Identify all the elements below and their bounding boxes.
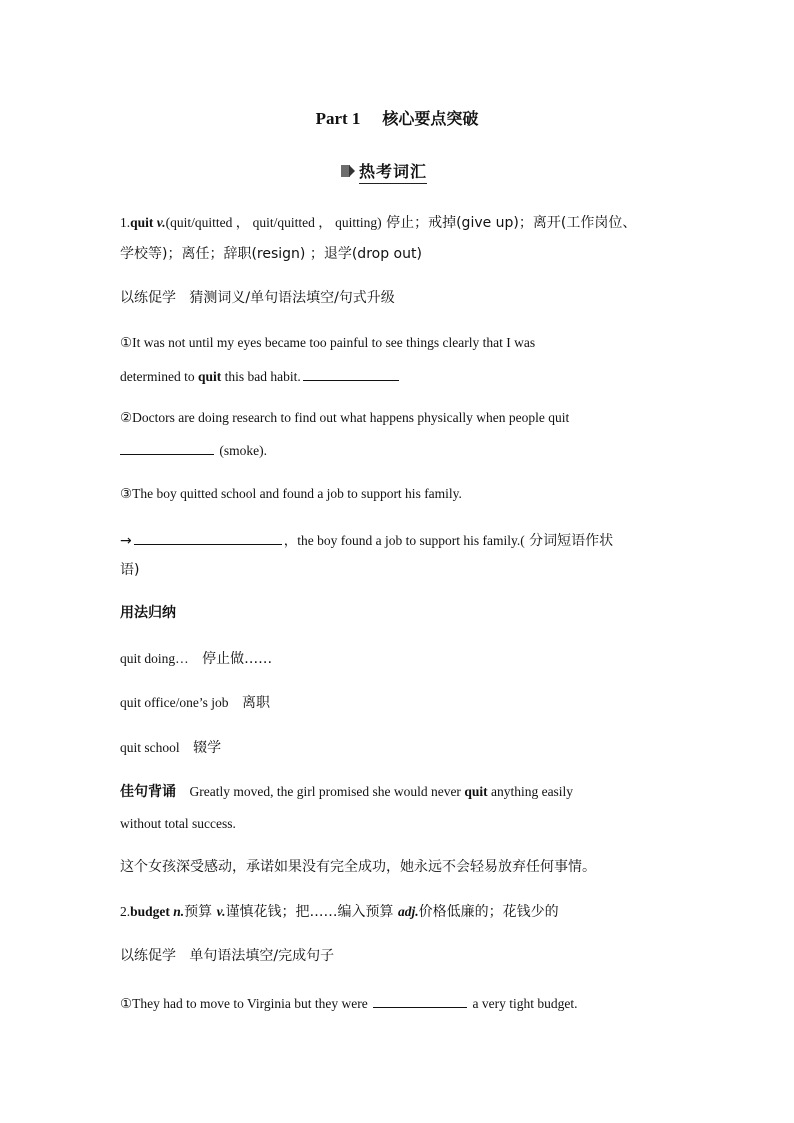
usage-item: quit doing… 停止做…… — [120, 651, 273, 667]
section-marker-icon — [341, 164, 355, 178]
section-label: 热考词汇 — [359, 159, 427, 184]
question-1-line-b: determined to quit this bad habit. — [120, 366, 401, 386]
question-1: ①They had to move to Virginia but they were a very tight budget. — [120, 993, 577, 1013]
question-2-line-b: (smoke). — [120, 440, 267, 460]
usage-item: quit school 辍学 — [120, 740, 222, 756]
question-3-rewrite: → ，the boy found a job to support his family.( 分词短语作状 — [120, 530, 613, 550]
headword: quit — [130, 215, 154, 230]
entry-quit-definition: 1.quit v.(quit/quitted ， quit/quitted ， quitting) 停止；戒掉(give up)；离开(工作岗位、 — [120, 215, 637, 231]
arrow-icon: → — [120, 533, 132, 549]
practice-heading: 以练促学 猜测词义/单句语法填空/句式升级 — [120, 290, 395, 306]
answer-blank[interactable] — [120, 440, 214, 455]
answer-blank[interactable] — [134, 530, 282, 545]
part-of-speech: v. — [156, 215, 166, 230]
title-text: 核心要点突破 — [382, 109, 479, 128]
entry-quit-definition-cont: 学校等)；离任；辞职(resign) ；退学(drop out) — [120, 246, 422, 262]
headword: budget — [130, 904, 170, 919]
usage-heading: 用法归纳 — [120, 605, 176, 621]
question-1-line-a: ①It was not until my eyes became too painful to see things clearly that I was — [120, 335, 536, 350]
part-label: Part 1 — [315, 109, 361, 128]
question-2-line-a: ②Doctors are doing research to find out what happens physically when people quit — [120, 410, 570, 425]
section-heading — [341, 160, 427, 182]
page-title — [0, 106, 794, 129]
example-sentence: 佳句背诵 Greatly moved, the girl promised she would never quit anything easily — [120, 784, 574, 800]
answer-blank[interactable] — [373, 993, 467, 1008]
question-3: ③The boy quitted school and found a job to support his family. — [120, 486, 462, 501]
answer-blank[interactable] — [303, 366, 399, 381]
question-3-rewrite-cont: 语) — [120, 562, 140, 578]
example-translation: 这个女孩深受感动，承诺如果没有完全成功，她永远不会轻易放弃任何事情。 — [120, 859, 596, 875]
practice-heading: 以练促学 单句语法填空/完成句子 — [120, 948, 335, 964]
usage-item: quit office/one’s job 离职 — [120, 695, 270, 711]
entry-budget-definition: 2.budget n.预算 v.谨慎花钱；把……编入预算 adj.价格低廉的；花钱少的 — [120, 904, 559, 920]
example-sentence-cont: without total success. — [120, 816, 236, 831]
